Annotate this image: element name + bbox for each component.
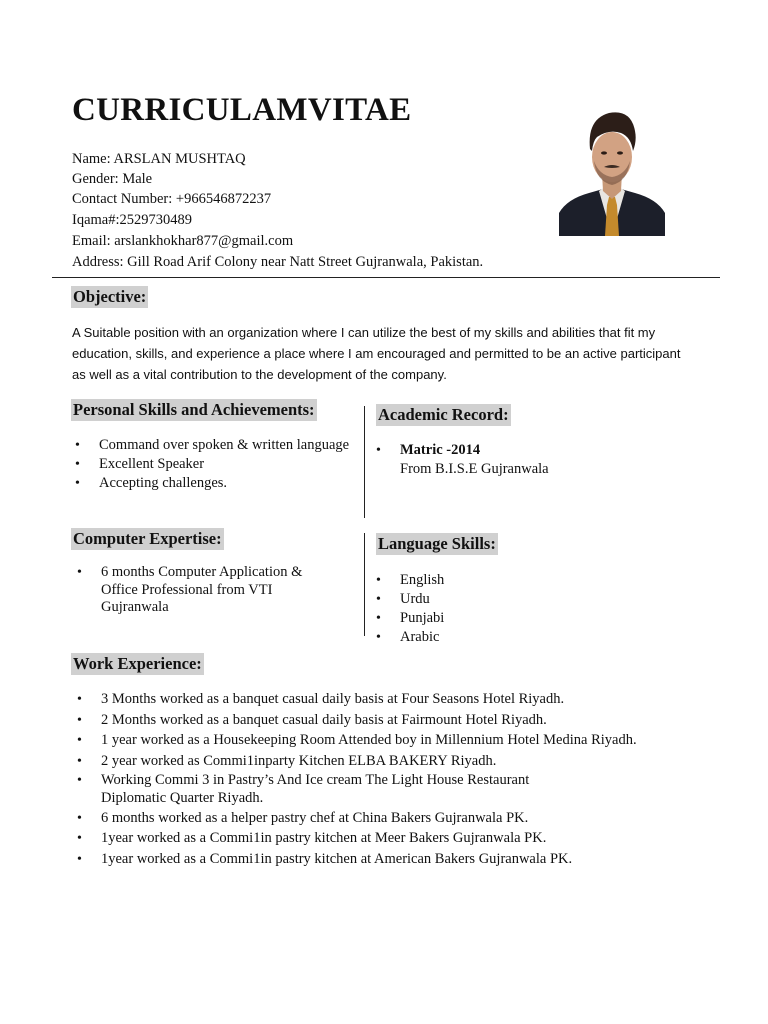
- list-item: • 6 months worked as a helper pastry chef at China Bakers Gujranwala PK.: [74, 809, 674, 828]
- list-item: • 6 months Computer Application & Office Professional from VTI Gujranwala: [74, 564, 324, 617]
- list-item: • 1year worked as a Commi1in pastry kitchen at American Bakers Gujranwala PK.: [74, 850, 674, 869]
- list-item: • Command over spoken & written language: [72, 436, 372, 455]
- list-item: • 1 year worked as a Housekeeping Room Attended boy in Millennium Hotel Medina Riyadh.: [74, 731, 674, 750]
- academic-list: [373, 441, 703, 479]
- objective-heading: Objective:: [73, 287, 147, 306]
- institute-label: From B.I.S.E Gujranwala: [400, 461, 549, 477]
- email-line: Email: arslankhokhar877@gmail.com: [72, 233, 294, 249]
- list-item: • Working Commi 3 in Pastry’s And Ice cream The Light House Restaurant Diplomatic Quarter Riyadh.: [74, 772, 561, 807]
- list-item: • 3 Months worked as a banquet casual daily basis at Four Seasons Hotel Riyadh.: [74, 690, 674, 709]
- personal-skills-list: [72, 436, 372, 493]
- name-line: Name: ARSLAN MUSHTAQ: [72, 151, 246, 167]
- list-item: • Accepting challenges.: [72, 474, 372, 493]
- objective-text: A Suitable position with an organization where I can utilize the best of my skills and abilities that fit my education, skills, and experience a place where I am encouraged and permitted to be an active participant as well as a vital contribution to the development of the company.: [72, 325, 681, 382]
- header-divider: [52, 277, 720, 278]
- work-list: [74, 690, 674, 870]
- language-heading: Language Skills:: [378, 534, 496, 553]
- list-item: • Arabic: [373, 628, 573, 647]
- list-item: • English: [373, 571, 573, 590]
- list-item: • Punjabi: [373, 609, 573, 628]
- list-item: [373, 441, 703, 479]
- list-item: • Excellent Speaker: [72, 455, 372, 474]
- address-line: Address: Gill Road Arif Colony near Natt Street Gujranwala, Pakistan.: [72, 254, 484, 270]
- list-item: • 2 year worked as Commi1inparty Kitchen ELBA BAKERY Riyadh.: [74, 752, 674, 771]
- iqama-line: Iqama#:2529730489: [72, 212, 193, 228]
- language-list: [373, 571, 573, 647]
- profile-photo: [559, 101, 665, 236]
- list-item: • Urdu: [373, 590, 573, 609]
- computer-heading: Computer Expertise:: [73, 529, 222, 548]
- work-heading: Work Experience:: [73, 654, 202, 673]
- document-title: CURRICULAMVITAE: [72, 92, 412, 128]
- academic-heading: Academic Record:: [378, 405, 509, 424]
- column-divider: [364, 406, 365, 518]
- degree-label: Matric -2014: [400, 442, 481, 458]
- computer-list: [74, 564, 324, 617]
- personal-skills-heading: Personal Skills and Achievements:: [73, 400, 315, 419]
- list-item: • 2 Months worked as a banquet casual daily basis at Fairmount Hotel Riyadh.: [74, 711, 674, 730]
- list-item: • 1year worked as a Commi1in pastry kitchen at Meer Bakers Gujranwala PK.: [74, 829, 674, 848]
- gender-line: Gender: Male: [72, 171, 153, 187]
- column-divider: [364, 533, 365, 636]
- contact-line: Contact Number: +966546872237: [72, 191, 272, 207]
